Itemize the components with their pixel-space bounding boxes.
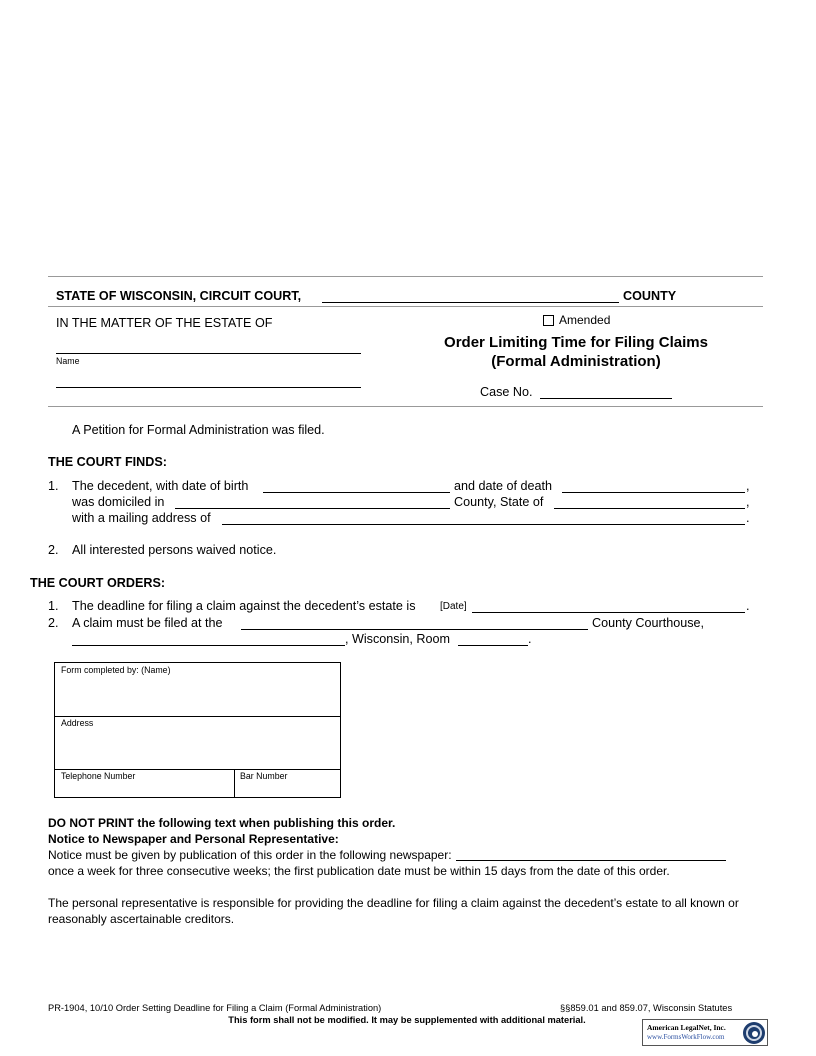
modify-notice: This form shall not be modified. It may be supplemented with additional material. bbox=[228, 1015, 586, 1025]
state-field[interactable] bbox=[554, 508, 745, 509]
notice-heading: Notice to Newspaper and Personal Representative: bbox=[48, 832, 339, 846]
death-label: and date of death bbox=[454, 479, 553, 493]
address-label: Address bbox=[61, 718, 94, 728]
orders-item-1-num: 1. bbox=[48, 599, 59, 613]
estate-name-field[interactable] bbox=[56, 353, 361, 354]
deadline-text: The deadline for filing a claim against the decedent’s estate is bbox=[72, 599, 416, 613]
county-label: COUNTY bbox=[623, 289, 677, 303]
bar-number-label: Bar Number bbox=[240, 771, 288, 781]
period: . bbox=[746, 599, 750, 613]
matter-label: IN THE MATTER OF THE ESTATE OF bbox=[56, 316, 273, 330]
form-id: PR-1904, 10/10 Order Setting Deadline for Filing a Claim (Formal Administration) bbox=[48, 1003, 382, 1013]
birth-date-field[interactable] bbox=[263, 492, 450, 493]
county-state-label: County, State of bbox=[454, 495, 544, 509]
case-no-label: Case No. bbox=[480, 385, 533, 399]
deadline-date-field[interactable] bbox=[472, 612, 745, 613]
header-top-rule bbox=[48, 276, 763, 277]
do-not-print-text: DO NOT PRINT the following text when publishing this order. bbox=[48, 816, 396, 830]
mailing-label: with a mailing address of bbox=[72, 511, 211, 525]
header-bottom-rule bbox=[48, 406, 763, 407]
period: . bbox=[528, 632, 532, 646]
orders-item-2-num: 2. bbox=[48, 616, 59, 630]
court-prefix: STATE OF WISCONSIN, CIRCUIT COURT, bbox=[56, 289, 302, 303]
petition-text: A Petition for Formal Administration was filed. bbox=[72, 423, 325, 437]
form-title-line2: (Formal Administration) bbox=[491, 353, 661, 370]
logo-name: American LegalNet, Inc. bbox=[647, 1023, 726, 1032]
statutes: §§859.01 and 859.07, Wisconsin Statutes bbox=[560, 1003, 733, 1013]
city-field[interactable] bbox=[72, 645, 345, 646]
box-divider bbox=[54, 716, 341, 717]
period: . bbox=[746, 511, 750, 525]
finds-item-1-num: 1. bbox=[48, 479, 59, 493]
county-name-field[interactable] bbox=[322, 302, 619, 303]
telephone-label: Telephone Number bbox=[61, 771, 136, 781]
box-divider-vertical bbox=[234, 769, 235, 798]
amended-checkbox[interactable] bbox=[543, 315, 554, 326]
room-field[interactable] bbox=[458, 645, 528, 646]
finds-heading: THE COURT FINDS: bbox=[48, 455, 167, 469]
form-title-line1: Order Limiting Time for Filing Claims bbox=[444, 334, 708, 351]
death-date-field[interactable] bbox=[562, 492, 745, 493]
newspaper-field[interactable] bbox=[456, 860, 726, 861]
courthouse-label: County Courthouse, bbox=[592, 616, 705, 630]
estate-name-field-2[interactable] bbox=[56, 387, 361, 388]
comma: , bbox=[746, 495, 750, 509]
courthouse-county-field[interactable] bbox=[241, 629, 588, 630]
case-no-field[interactable] bbox=[540, 398, 672, 399]
logo-box bbox=[642, 1019, 768, 1046]
waived-notice-text: All interested persons waived notice. bbox=[72, 543, 277, 557]
claim-filed-text: A claim must be filed at the bbox=[72, 616, 223, 630]
comma: , bbox=[746, 479, 750, 493]
name-label: Name bbox=[56, 356, 80, 366]
pr-line2: reasonably ascertainable creditors. bbox=[48, 912, 235, 926]
notice-line2: once a week for three consecutive weeks; the first publication date must be within 15 days from the date of this order. bbox=[48, 864, 670, 878]
box-divider bbox=[54, 769, 341, 770]
logo-url: www.FormsWorkFlow.com bbox=[647, 1033, 725, 1041]
birth-label: The decedent, with date of birth bbox=[72, 479, 249, 493]
notice-line1: Notice must be given by publication of this order in the following newspaper: bbox=[48, 848, 452, 862]
header-mid-rule bbox=[48, 306, 763, 307]
pr-line1: The personal representative is responsible for providing the deadline for filing a claim against the decedent’s estate to all known or bbox=[48, 896, 739, 910]
orders-heading: THE COURT ORDERS: bbox=[30, 576, 166, 590]
domicile-county-field[interactable] bbox=[175, 508, 450, 509]
wisconsin-room-label: , Wisconsin, Room bbox=[345, 632, 450, 646]
domiciled-label: was domiciled in bbox=[72, 495, 165, 509]
mailing-address-field[interactable] bbox=[222, 524, 745, 525]
amended-label: Amended bbox=[559, 313, 611, 327]
completed-by-label: Form completed by: (Name) bbox=[61, 665, 171, 675]
logo-swirl-icon bbox=[742, 1021, 766, 1045]
date-tag: [Date] bbox=[440, 601, 467, 612]
finds-item-2-num: 2. bbox=[48, 543, 59, 557]
